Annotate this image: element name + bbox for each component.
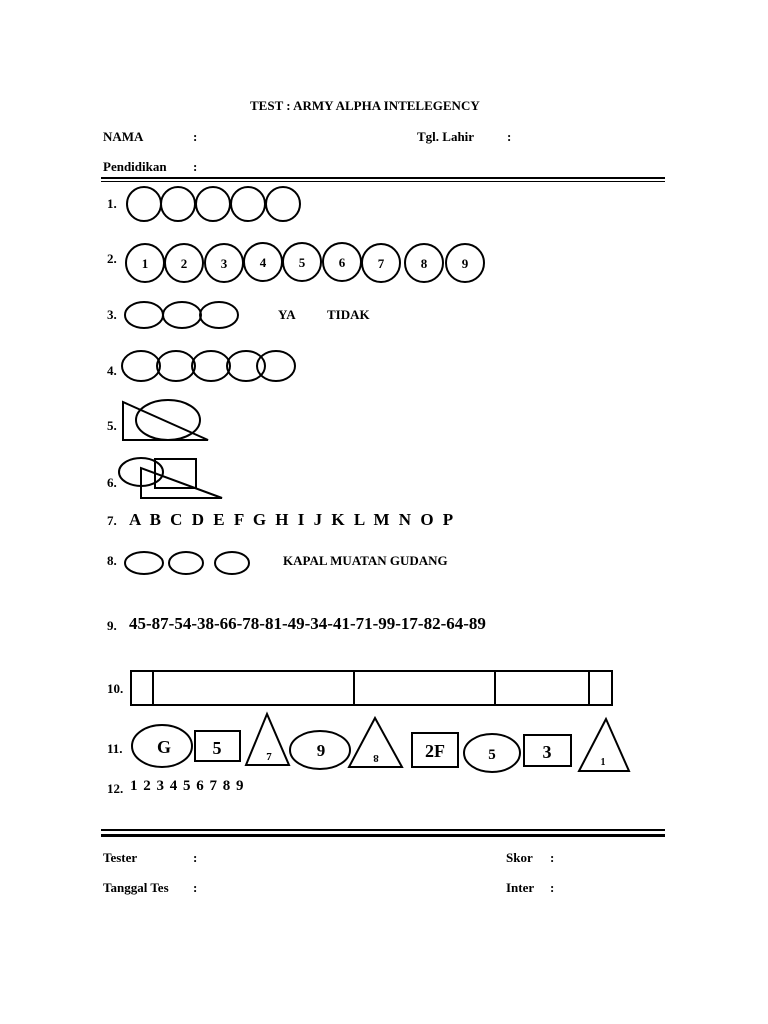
item-4-oval <box>157 351 195 381</box>
item-2-label: 5 <box>298 255 306 270</box>
item-8-number: 8. <box>107 553 117 568</box>
inter-label: Inter <box>506 880 535 895</box>
item-11-label: 5 <box>488 747 496 763</box>
item-9-numbers: 45-87-54-38-66-78-81-49-34-41-71-99-17-82-64-89 <box>129 614 486 633</box>
item-2-label: 2 <box>180 256 188 271</box>
item-8-oval <box>215 552 249 574</box>
item-10-number: 10. <box>107 681 124 696</box>
item-11-shapes <box>132 714 629 772</box>
item-3-tidak: TIDAK <box>327 307 370 322</box>
item-8-words: KAPAL MUATAN GUDANG <box>283 553 448 568</box>
item-4-oval <box>257 351 295 381</box>
item-12-number: 12. <box>107 781 124 796</box>
item-4-oval <box>122 351 160 381</box>
footer-rule-bottom <box>101 834 665 837</box>
item-4-number: 4. <box>107 363 117 378</box>
item-2-number: 2. <box>107 251 117 266</box>
page-title: TEST : ARMY ALPHA INTELEGENCY <box>250 98 480 113</box>
item-2-labels <box>142 255 469 271</box>
item-1-circle <box>231 187 265 221</box>
item-12-numbers: 1 2 3 4 5 6 7 8 9 <box>130 778 244 794</box>
item-3-oval <box>163 302 201 328</box>
item-8-oval <box>169 552 203 574</box>
item-7-number: 7. <box>107 513 117 528</box>
item-5-circle <box>136 400 200 440</box>
tgl-lahir-colon: : <box>507 129 512 144</box>
item-6-number: 6. <box>107 475 117 490</box>
item-10-outer-box <box>131 671 612 705</box>
item-1-number: 1. <box>107 196 117 211</box>
item-2-label: 1 <box>141 256 149 271</box>
item-11-label: 5 <box>212 738 222 758</box>
tester-colon: : <box>193 850 198 865</box>
item-11-label: G <box>156 737 172 757</box>
footer-rule-top <box>101 829 665 831</box>
item-11-label: 2F <box>425 741 445 761</box>
item-6-square <box>155 459 196 488</box>
item-4-oval <box>192 351 230 381</box>
tanggal-tes-colon: : <box>193 880 198 895</box>
item-11-label: 7 <box>266 751 272 763</box>
item-11-labels <box>157 737 606 768</box>
item-8-oval <box>125 552 163 574</box>
tanggal-tes-label: Tanggal Tes <box>103 880 169 895</box>
item-1-circle <box>127 187 161 221</box>
pendidikan-colon: : <box>193 159 198 174</box>
item-11-label: 9 <box>316 741 326 760</box>
item-3-oval <box>200 302 238 328</box>
item-9-number: 9. <box>107 618 117 633</box>
item-4-oval <box>227 351 265 381</box>
item-1-circle <box>196 187 230 221</box>
item-2-label: 6 <box>338 255 346 270</box>
pendidikan-label: Pendidikan <box>103 159 167 174</box>
skor-colon: : <box>550 850 555 865</box>
item-1-circles <box>127 187 300 221</box>
item-2-label: 7 <box>377 256 385 271</box>
item-6-circle-square-triangle <box>119 458 222 498</box>
item-2-label: 9 <box>461 256 469 271</box>
item-1-circle <box>161 187 195 221</box>
inter-colon: : <box>550 880 555 895</box>
item-2-label: 8 <box>420 256 428 271</box>
item-7-letters: A B C D E F G H I J K L M N O P <box>129 510 454 529</box>
item-3-oval <box>125 302 163 328</box>
item-3-ovals <box>125 302 238 328</box>
item-11-label: 3 <box>542 742 552 762</box>
item-2-label: 3 <box>220 256 228 271</box>
item-8-ovals <box>125 552 249 574</box>
tgl-lahir-label: Tgl. Lahir <box>417 129 475 144</box>
item-11-label: 1 <box>600 757 606 768</box>
item-11-label: 8 <box>373 752 379 764</box>
item-3-number: 3. <box>107 307 117 322</box>
item-10-boxes <box>131 671 612 705</box>
item-4-ovals <box>122 351 295 381</box>
item-3-ya: YA <box>278 307 296 322</box>
skor-label: Skor <box>506 850 533 865</box>
item-5-number: 5. <box>107 418 117 433</box>
item-2-label: 4 <box>259 255 267 270</box>
item-1-circle <box>266 187 300 221</box>
tester-label: Tester <box>103 850 138 865</box>
item-11-number: 11. <box>107 741 123 756</box>
item-5-triangle-circle <box>123 400 208 440</box>
nama-label: NAMA <box>103 129 144 144</box>
nama-colon: : <box>193 129 198 144</box>
